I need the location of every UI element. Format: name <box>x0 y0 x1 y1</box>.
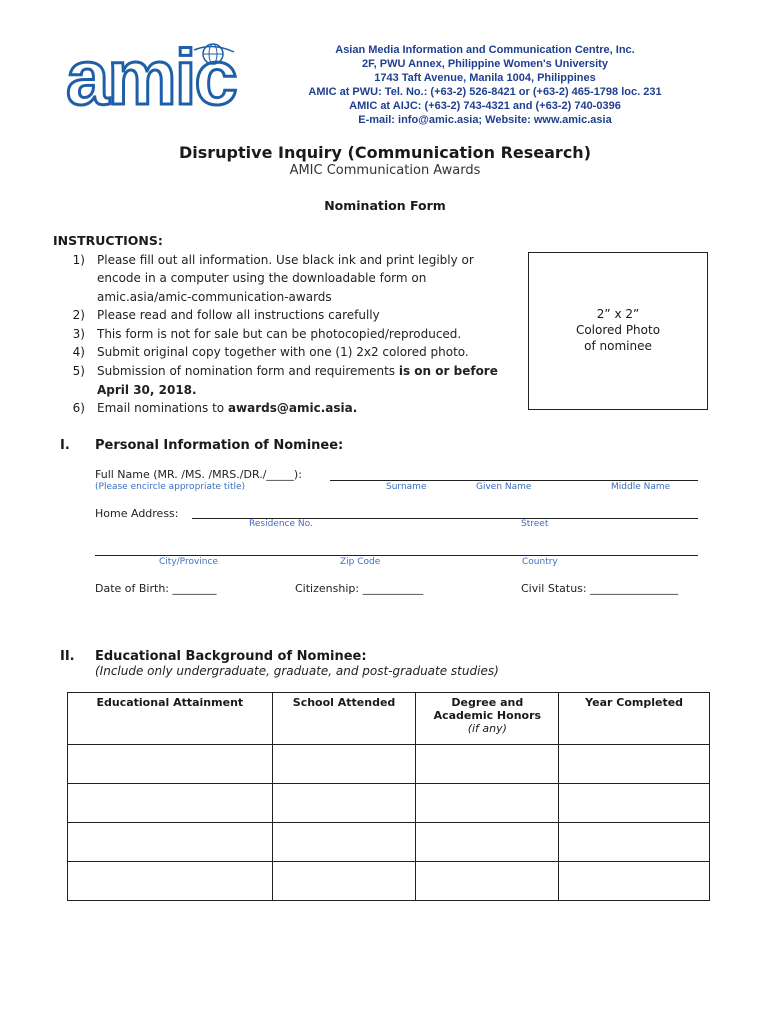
section-title: Personal Information of Nominee: <box>95 438 344 453</box>
document-subtitle: AMIC Communication Awards <box>289 163 481 178</box>
instruction-text: This form is not for sale but can be photocopied/reproduced. <box>97 327 462 341</box>
table-cell[interactable] <box>68 784 273 823</box>
city-address-line[interactable] <box>95 555 698 556</box>
full-name-label: Full Name (MR. /MS. /MRS./DR./_____): <box>95 468 302 481</box>
logo-wordmark: amic <box>66 40 236 114</box>
org-email-web: E-mail: info@amic.asia; Website: www.amic.asia <box>358 114 612 126</box>
col-school-attended: School Attended <box>272 693 416 745</box>
table-cell[interactable] <box>68 823 273 862</box>
instruction-text-part: Submission of nomination form and requirements <box>97 364 399 378</box>
org-address-1: 2F, PWU Annex, Philippine Women's University <box>362 58 608 70</box>
table-cell[interactable] <box>559 823 710 862</box>
table-row <box>68 745 710 784</box>
street-hint: Street <box>521 519 549 529</box>
photo-type: Colored Photo <box>575 323 661 337</box>
section-number: I. <box>60 438 70 453</box>
document-title: Disruptive Inquiry (Communication Research) <box>178 143 591 162</box>
table-cell[interactable] <box>68 862 273 901</box>
instruction-number: 3) <box>72 327 85 341</box>
middle-name-hint: Middle Name <box>611 482 671 492</box>
instruction-number: 2) <box>72 308 85 322</box>
table-cell[interactable] <box>272 862 416 901</box>
col-degree-line3: (if any) <box>467 722 507 735</box>
org-address-2: 1743 Taft Avenue, Manila 1004, Philippines <box>374 72 596 84</box>
instruction-text-part: Email nominations to <box>97 401 228 415</box>
surname-hint: Surname <box>386 482 427 492</box>
instruction-text: Please read and follow all instructions carefully <box>97 308 380 322</box>
org-phone-pwu: AMIC at PWU: Tel. No.: (+63-2) 526-8421 or (+63-2) 465-1798 loc. 231 <box>308 86 662 98</box>
table-cell[interactable] <box>272 823 416 862</box>
table-cell[interactable] <box>272 745 416 784</box>
instruction-number: 4) <box>72 345 85 359</box>
dob-field[interactable]: Date of Birth: ________ <box>95 582 217 595</box>
section-number: II. <box>60 649 75 664</box>
org-phone-aijc: AMIC at AIJC: (+63-2) 743-4321 and (+63-2) 740-0396 <box>349 100 621 112</box>
col-degree-line1: Degree and <box>451 696 524 709</box>
form-name: Nomination Form <box>324 198 446 213</box>
instruction-text <box>97 364 498 378</box>
full-name-line[interactable] <box>330 480 698 481</box>
table-cell[interactable] <box>416 823 559 862</box>
instruction-text: encode in a computer using the downloadable form on <box>97 271 427 285</box>
instruction-text <box>97 383 197 397</box>
table-cell[interactable] <box>416 745 559 784</box>
home-address-label: Home Address: <box>95 507 179 520</box>
residence-no-hint: Residence No. <box>249 519 313 529</box>
instruction-number: 6) <box>72 401 85 415</box>
photo-size: 2” x 2” <box>596 307 640 321</box>
col-degree-honors <box>416 693 559 745</box>
instruction-text: Please fill out all information. Use black ink and print legibly or <box>97 253 474 267</box>
instruction-text: amic.asia/amic-communication-awards <box>97 290 332 304</box>
citizenship-field[interactable]: Citizenship: ___________ <box>295 582 424 595</box>
education-table <box>67 692 710 901</box>
table-cell[interactable] <box>68 745 273 784</box>
table-cell[interactable] <box>559 745 710 784</box>
col-degree-line2: Academic Honors <box>433 709 542 722</box>
col-educational-attainment: Educational Attainment <box>68 693 273 745</box>
section-note: (Include only undergraduate, graduate, and post-graduate studies) <box>95 664 499 678</box>
section-title: Educational Background of Nominee: <box>95 649 367 664</box>
deadline-date: April 30, 2018. <box>97 383 197 397</box>
table-row <box>68 862 710 901</box>
table-header-row <box>68 693 710 745</box>
table-row <box>68 823 710 862</box>
photo-label <box>528 306 708 354</box>
table-cell[interactable] <box>416 862 559 901</box>
photo-subject: of nominee <box>584 339 652 353</box>
instruction-text: Submit original copy together with one (1) 2x2 colored photo. <box>97 345 469 359</box>
org-name: Asian Media Information and Communication Centre, Inc. <box>335 44 635 56</box>
title-hint: (Please encircle appropriate title) <box>95 482 246 492</box>
table-cell[interactable] <box>416 784 559 823</box>
city-hint: City/Province <box>159 557 218 567</box>
instruction-number: 1) <box>72 253 85 267</box>
civil-status-field[interactable]: Civil Status: ________________ <box>521 582 679 595</box>
table-cell[interactable] <box>559 862 710 901</box>
zip-hint: Zip Code <box>340 557 381 567</box>
country-hint: Country <box>522 557 558 567</box>
given-name-hint: Given Name <box>476 482 532 492</box>
instruction-number: 5) <box>72 364 85 378</box>
amic-logo <box>66 40 266 114</box>
deadline-emphasis: is on or before <box>398 364 498 378</box>
table-cell[interactable] <box>272 784 416 823</box>
table-cell[interactable] <box>559 784 710 823</box>
table-row <box>68 784 710 823</box>
instructions-heading: INSTRUCTIONS: <box>53 233 163 248</box>
instruction-text <box>97 401 357 415</box>
awards-email: awards@amic.asia. <box>227 401 358 415</box>
col-year-completed: Year Completed <box>559 693 710 745</box>
